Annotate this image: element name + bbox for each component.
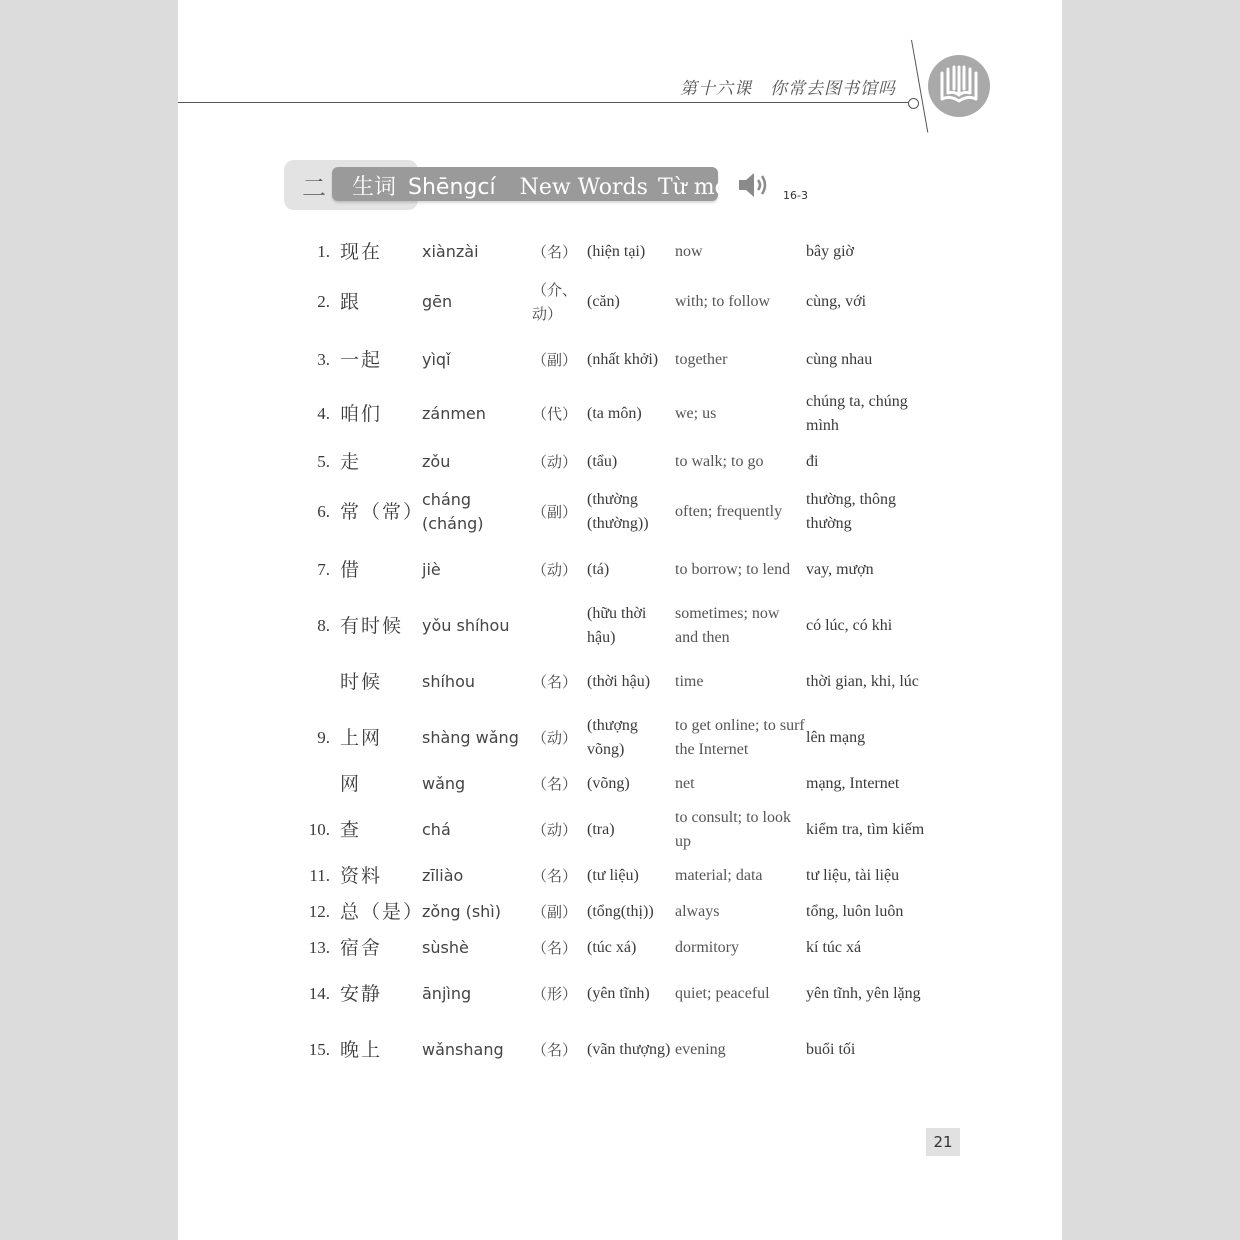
vocab-row [178, 446, 1062, 478]
vocab-part-of-speech: （动） [532, 561, 578, 579]
vocab-part-of-speech: （名） [532, 939, 578, 957]
vocab-row [178, 1026, 1062, 1074]
vocab-vietnamese: yên tĩnh, yên lặng [806, 985, 921, 1002]
vocab-hanzi: 晚上 [340, 1039, 383, 1061]
section-title-vi: Từ mới [657, 175, 735, 200]
vocab-part-of-speech [532, 602, 578, 650]
page-number: 21 [926, 1128, 960, 1156]
vocab-english: to borrow; to lend [675, 561, 791, 578]
vocab-pinyin: zīliào [422, 866, 464, 885]
vocab-hanzi: 跟 [340, 291, 362, 313]
vocab-part-of-speech: （副） [532, 903, 578, 921]
vocab-pinyin: shíhou [422, 672, 475, 691]
vocab-vietnamese: kiểm tra, tìm kiếm [806, 821, 925, 838]
vocab-row [178, 344, 1062, 376]
vocab-vietnamese: lên mạng [806, 729, 866, 746]
section-title-en: New Words [519, 175, 648, 200]
vocab-row [178, 236, 1062, 268]
vocab-part-of-speech: （副） [532, 503, 578, 521]
vocab-hanzi: 咱们 [340, 403, 383, 425]
vocab-sino-vietnamese: (hiện tại) [587, 243, 646, 260]
vocab-vietnamese: bây giờ [806, 243, 855, 260]
vocab-part-of-speech: （动） [532, 821, 578, 839]
vocab-sino-vietnamese: (hữu thời hậu) [587, 605, 647, 646]
vocab-hanzi: 有时候 [340, 615, 404, 637]
vocab-number: 14. [308, 984, 330, 1003]
vocab-sino-vietnamese: (ta môn) [587, 405, 642, 422]
vocab-number: 15. [308, 1040, 330, 1059]
vocab-row [178, 714, 1062, 762]
vocab-english: we; us [675, 405, 717, 422]
vocab-row [178, 602, 1062, 650]
vocab-number: 11. [309, 866, 330, 885]
vocab-english: net [675, 775, 695, 792]
vocab-english: material; data [675, 867, 763, 884]
section-title-pinyin: Shēngcí [408, 175, 496, 200]
vocab-hanzi: 网 [340, 773, 362, 795]
vocab-row [178, 806, 1062, 854]
vocab-sino-vietnamese: (căn) [587, 293, 620, 310]
vocab-sino-vietnamese: (võng) [587, 775, 630, 792]
vocab-row [178, 932, 1062, 964]
vocab-row [178, 482, 1062, 542]
vocab-sino-vietnamese: (yên tĩnh) [587, 985, 650, 1002]
vocab-number [288, 658, 330, 706]
vocab-hanzi: 宿舍 [340, 937, 383, 959]
vocab-pinyin: zánmen [422, 404, 486, 423]
vocab-english: to consult; to look up [675, 809, 791, 850]
vocab-row [178, 970, 1062, 1018]
vocab-english: quiet; peaceful [675, 985, 770, 1002]
vocab-number: 1. [317, 242, 330, 261]
lesson-header-title: 第十六课 你常去图书馆吗 [680, 79, 896, 99]
vocab-number: 12. [308, 902, 330, 921]
vocab-english: together [675, 351, 728, 368]
vocab-number [288, 768, 330, 800]
vocab-sino-vietnamese: (thời hậu) [587, 673, 651, 690]
vocab-sino-vietnamese: (vãn thượng) [587, 1041, 671, 1058]
vocab-english: evening [675, 1041, 726, 1058]
vocab-part-of-speech: （名） [532, 243, 578, 261]
vocab-hanzi: 时候 [340, 671, 383, 693]
vocab-hanzi: 上网 [340, 727, 383, 749]
vocab-part-of-speech: （形） [532, 985, 578, 1003]
vocab-number: 13. [308, 938, 330, 957]
vocab-number: 3. [317, 350, 330, 369]
vocab-number: 2. [317, 292, 330, 311]
vocab-english: with; to follow [675, 293, 771, 310]
vocab-hanzi: 借 [340, 559, 362, 581]
vocab-number: 5. [317, 452, 330, 471]
vocab-pinyin: sùshè [422, 938, 469, 957]
vocab-vietnamese: buổi tối [806, 1041, 856, 1058]
vocab-sino-vietnamese: (tra) [587, 821, 615, 838]
vocab-part-of-speech: （名） [532, 673, 578, 691]
vocab-part-of-speech: （代） [532, 405, 578, 423]
vocab-hanzi: 总（是） [340, 901, 425, 923]
textbook-page [178, 0, 1062, 1240]
vocab-vietnamese: vay, mượn [806, 561, 874, 578]
vocab-number: 9. [317, 728, 330, 747]
vocab-english: to walk; to go [675, 453, 764, 470]
vocab-english: time [675, 673, 704, 690]
vocab-sino-vietnamese: (tổng(thị)) [587, 903, 654, 920]
vocab-english: now [675, 243, 703, 260]
vocab-vietnamese: đi [806, 453, 819, 470]
vocab-vietnamese: tổng, luôn luôn [806, 903, 904, 920]
vocab-number: 8. [317, 616, 330, 635]
vocab-vietnamese: thời gian, khi, lúc [806, 673, 919, 690]
vocab-row [178, 896, 1062, 928]
section-title-zh: 生词 [352, 175, 397, 200]
vocab-hanzi: 安静 [340, 983, 383, 1005]
vocab-sino-vietnamese: (thượng võng) [587, 717, 638, 758]
vocab-pinyin: chá [422, 820, 451, 839]
vocab-english: often; frequently [675, 503, 783, 520]
vocab-vietnamese: cùng nhau [806, 351, 873, 368]
vocab-part-of-speech: （副） [532, 351, 578, 369]
vocab-sino-vietnamese: (thường (thường)) [587, 491, 649, 532]
vocab-english: to get online; to surf the Internet [675, 717, 805, 758]
vocab-hanzi: 查 [340, 819, 362, 841]
vocab-vietnamese: chúng ta, chúng mình [806, 393, 908, 434]
vocab-pinyin: wǎnshang [422, 1040, 504, 1059]
vocab-pinyin: gēn [422, 292, 453, 311]
vocab-pinyin: shàng wǎng [422, 728, 519, 747]
section-number: 二 [302, 174, 326, 202]
vocab-english: dormitory [675, 939, 739, 956]
vocab-part-of-speech: （名） [532, 867, 578, 885]
vocab-vietnamese: cùng, với [806, 293, 867, 310]
vocab-row [178, 272, 1062, 332]
vocab-pinyin: cháng (cháng) [422, 490, 484, 533]
vocab-hanzi: 常（常） [340, 501, 425, 523]
vocab-sino-vietnamese: (tư liệu) [587, 867, 639, 884]
vocab-row [178, 768, 1062, 800]
vocab-vietnamese: kí túc xá [806, 939, 862, 956]
vocab-part-of-speech: （动） [532, 453, 578, 471]
vocab-number: 4. [317, 404, 330, 423]
vocab-row [178, 860, 1062, 892]
audio-track-code: 16-3 [783, 189, 808, 202]
vocab-vietnamese: thường, thông thường [806, 491, 897, 532]
vocab-number: 10. [308, 820, 330, 839]
vocab-pinyin: ānjìng [422, 984, 472, 1003]
vocab-english: always [675, 903, 720, 920]
vocab-number: 7. [317, 560, 330, 579]
vocab-sino-vietnamese: (túc xá) [587, 939, 637, 956]
vocab-pinyin: zǒu [422, 452, 451, 471]
vocab-sino-vietnamese: (nhất khởi) [587, 351, 659, 368]
vocab-part-of-speech: （名） [532, 1041, 578, 1059]
vocab-english: sometimes; now and then [675, 605, 780, 646]
vocabulary-list [178, 0, 1062, 1240]
vocab-vietnamese: có lúc, có khi [806, 617, 893, 634]
vocab-row [178, 658, 1062, 706]
vocab-pinyin: yìqǐ [422, 350, 451, 369]
vocab-row [178, 546, 1062, 594]
vocab-sino-vietnamese: (tá) [587, 561, 610, 578]
vocab-part-of-speech: （动） [532, 729, 578, 747]
vocab-hanzi: 走 [340, 451, 362, 473]
vocab-pinyin: wǎng [422, 774, 466, 793]
vocab-number: 6. [317, 502, 330, 521]
vocab-vietnamese: tư liệu, tài liệu [806, 867, 900, 884]
vocab-sino-vietnamese: (tẩu) [587, 453, 618, 470]
vocab-hanzi: 一起 [340, 349, 383, 371]
vocab-part-of-speech: （介、动） [532, 281, 578, 323]
vocab-hanzi: 现在 [340, 241, 383, 263]
vocab-pinyin: yǒu shíhou [422, 616, 510, 635]
vocab-vietnamese: mạng, Internet [806, 775, 900, 792]
vocab-pinyin: jiè [422, 560, 441, 579]
vocab-pinyin: zǒng (shì) [422, 902, 501, 921]
vocab-pinyin: xiànzài [422, 242, 479, 261]
vocab-hanzi: 资料 [340, 865, 383, 887]
vocab-row [178, 390, 1062, 438]
vocab-part-of-speech: （名） [532, 775, 578, 793]
